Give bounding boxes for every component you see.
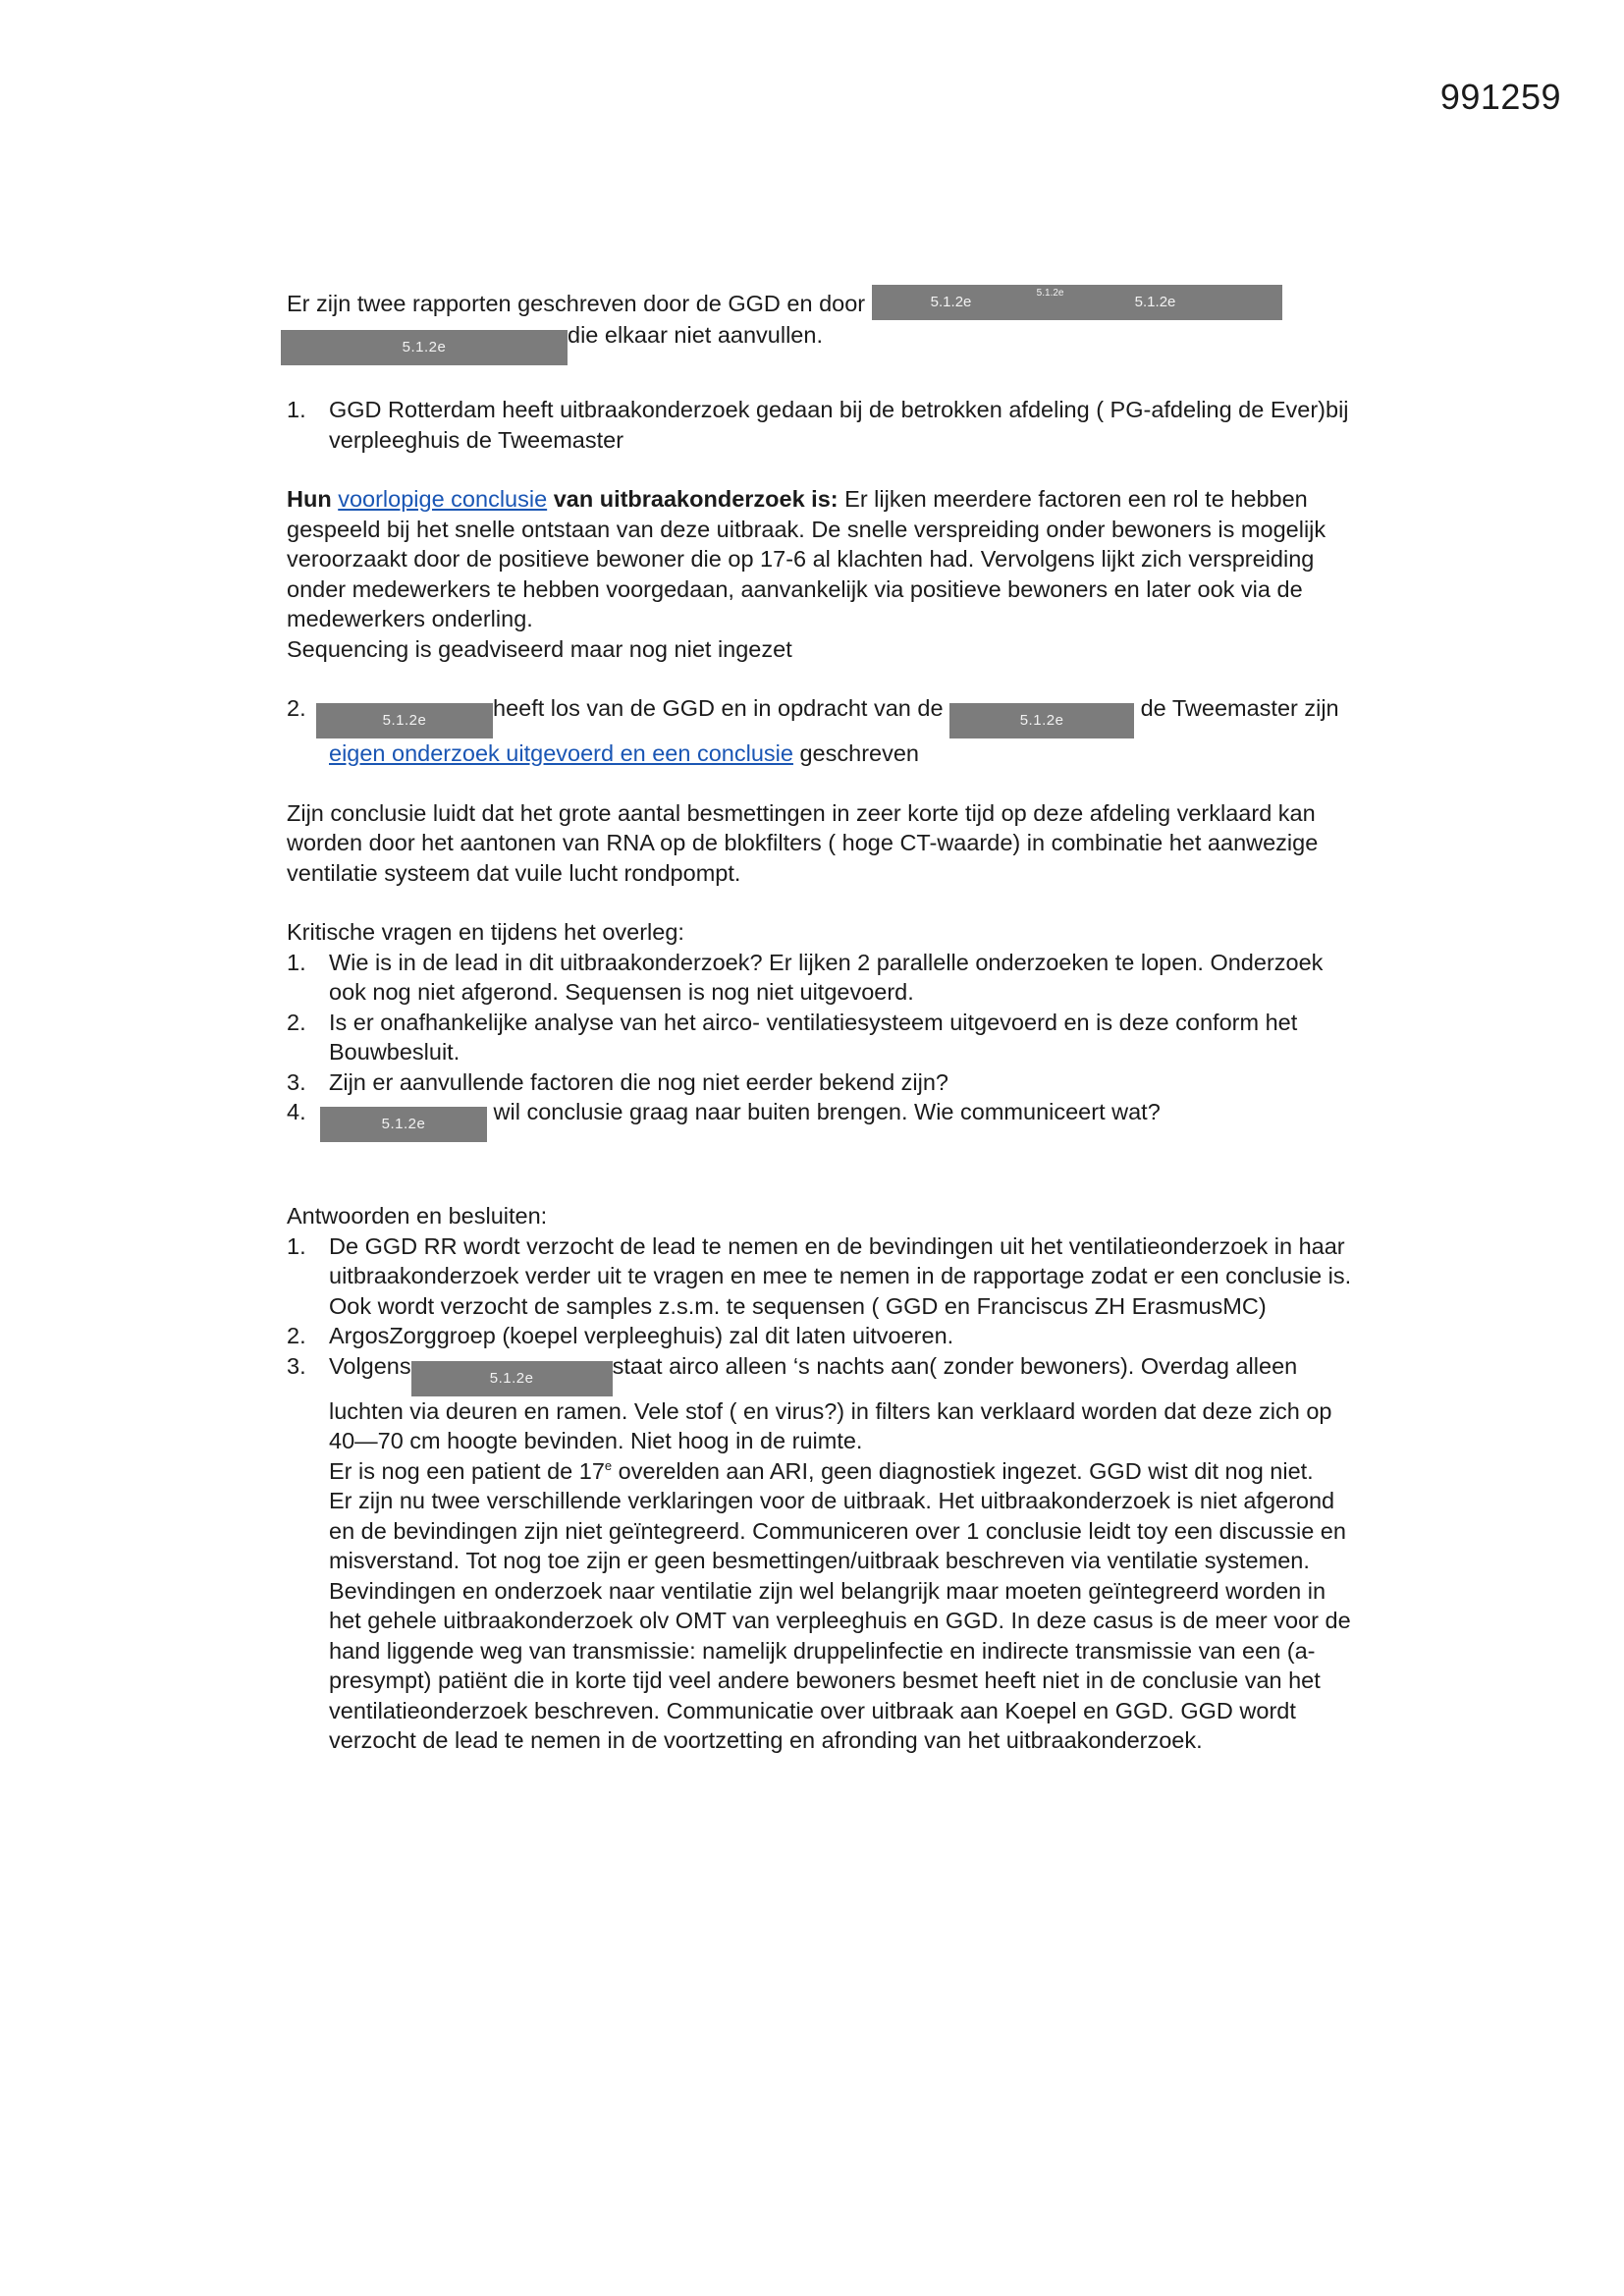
document-body xyxy=(287,285,1357,1756)
list-item: 2. Is er onafhankelijke analyse van het airco- ventilatiesysteem uitgevoerd en is deze conform het Bouwbesluit. xyxy=(287,1009,1298,1065)
redaction-block: 5.1.2e xyxy=(411,1361,613,1396)
list-item: 1. De GGD RR wordt verzocht de lead te nemen en de bevindingen uit het ventilatieonderzoek in haar uitbraakonderzoek verder uit te vragen en mee te nemen in de rapportage zodat er een conclusie is. Ook wordt verzocht de samples z.s.m. te sequensen ( GGD en Franciscus ZH ErasmusMC) xyxy=(287,1232,1352,1319)
document-number: 991259 xyxy=(1439,77,1561,117)
intro-text: Er zijn twee rapporten geschreven door de GGD en door xyxy=(287,291,866,316)
intro-paragraph xyxy=(287,285,1357,365)
own-investigation-link[interactable]: eigen onderzoek uitgevoerd en een conclusie xyxy=(329,740,793,766)
explanation-text: Er zijn nu twee verschillende verklaringen voor de uitbraak. Het uitbraakonderzoek is niet afgerond en de bevindingen zijn niet geïntegreerd. Communiceren over 1 conclusie leidt toy een discussie en misverstand. Tot nog toe zijn er geen besmettingen/uitbraak beschreven via ventilatie systemen. Bevindingen en onderzoek naar ventilatie zijn wel belangrijk maar moeten geïntegreerd worden in het gehele uitbraakonderzoek olv OMT van verpleeghuis en GGD. In deze casus is de meer voor de hand liggende weg van transmissie: namelijk druppelinfectie en indirecte transmissie van een (a-presympt) patiënt die in korte tijd veel andere bewoners besmet heeft niet in de conclusie van het ventilatieonderzoek beschreven. Communicatie over uitbraak aan Koepel en GGD. GGD wordt verzocht de lead te nemen in de voortzetting en afronding van het uitbraakonderzoek. xyxy=(329,1488,1351,1753)
sequencing-note: Sequencing is geadviseerd maar nog niet ingezet xyxy=(287,635,792,662)
answers-list xyxy=(287,1231,1357,1756)
redaction-block xyxy=(872,285,1282,320)
questions-list xyxy=(287,948,1357,1143)
finding-list-1 xyxy=(287,395,1357,455)
patient-note: Er is nog een patient de 17 xyxy=(329,1457,605,1484)
questions-heading: Kritische vragen en tijdens het overleg: xyxy=(287,919,684,945)
list-item: 2. 5.1.2e heeft los van de GGD en in opdracht van de 5.1.2e de Tweemaster zijn eigen onderzoek uitgevoerd en een conclusie geschreven xyxy=(287,695,1339,766)
preliminary-conclusion-link[interactable]: voorlopige conclusie xyxy=(338,486,548,512)
preliminary-conclusion: Hun voorlopige conclusie van uitbraakonderzoek is: Er lijken meerdere factoren een rol te hebben gespeeld bij het snelle ontstaan van deze uitbraak. De snelle verspreiding onder bewoners is mogelijk veroorzaakt door de positieve bewoner die op 17-6 al klachten had. Vervolgens lijkt zich verspreiding onder medewerkers te hebben voorgedaan, aanvankelijk via positieve bewoners en later ook via de medewerkers onderling. Sequencing is geadviseerd maar nog niet ingezet xyxy=(287,486,1326,662)
redaction-label: 5.1.2e xyxy=(930,294,972,310)
second-conclusion: Zijn conclusie luidt dat het grote aantal besmettingen in zeer korte tijd op deze afdeling verklaard kan worden door het aantonen van RNA op de blokfilters ( hoge CT-waarde) in combinatie het aanwezige ventilatie systeem dat vuile lucht rondpompt. xyxy=(287,799,1319,886)
list-item: 4. 5.1.2e wil conclusie graag naar buiten brengen. Wie communiceert wat? xyxy=(287,1097,1357,1142)
redaction-label: 5.1.2e xyxy=(1036,288,1064,299)
list-item: 3. Zijn er aanvullende factoren die nog niet eerder bekend zijn? xyxy=(287,1068,949,1095)
redaction-block: 5.1.2e xyxy=(949,703,1134,738)
answers-heading: Antwoorden en besluiten: xyxy=(287,1203,548,1229)
list-item: 1. GGD Rotterdam heeft uitbraakonderzoek gedaan bij de betrokken afdeling ( PG-afdeling de Ever)bij verpleeghuis de Tweemaster xyxy=(287,397,1349,453)
intro-text-end: die elkaar niet aanvullen. xyxy=(568,322,823,348)
redaction-block: 5.1.2e xyxy=(281,330,568,365)
redaction-block: 5.1.2e xyxy=(320,1107,487,1142)
redaction-label: 5.1.2e xyxy=(1134,294,1176,310)
list-item: 3. Volgens 5.1.2e staat airco alleen ‘s nachts aan( zonder bewoners). Overdag alleen luchten via deuren en ramen. Vele stof ( en virus?) in filters kan verklaard worden dat deze zich op 40—70 cm hoogte bevinden. Niet hoog in de ruimte. Er is nog een patient de 17e overelden aan ARI, geen diagnostiek ingezet. GGD wist dit nog niet. Er zijn nu twee verschillende verklaringen voor de uitbraak. Het uitbraakonderzoek is niet afgerond en de bevindingen zijn niet geïntegreerd. Communiceren over 1 conclusie leidt toy een discussie en misverstand. Tot nog toe zijn er geen besmettingen/uitbraak beschreven via ventilatie systemen. Bevindingen en onderzoek naar ventilatie zijn wel belangrijk maar moeten geïntegreerd worden in het gehele uitbraakonderzoek olv OMT van verpleeghuis en GGD. In deze casus is de meer voor de hand liggende weg van transmissie: namelijk druppelinfectie en indirecte transmissie van een (a-presympt) patiënt die in korte tijd veel andere bewoners besmet heeft niet in de conclusie van het ventilatieonderzoek beschreven. Communicatie over uitbraak aan Koepel en GGD. GGD wordt verzocht de lead te nemen in de voortzetting en afronding van het uitbraakonderzoek. xyxy=(287,1352,1351,1753)
redaction-block: 5.1.2e xyxy=(316,703,493,738)
list-item: 2. ArgosZorggroep (koepel verpleeghuis) zal dit laten uitvoeren. xyxy=(287,1323,954,1348)
finding-list-2 xyxy=(287,693,1357,769)
list-item: 1. Wie is in de lead in dit uitbraakonderzoek? Er lijken 2 parallelle onderzoeken te lopen. Onderzoek ook nog niet afgerond. Sequensen is nog niet uitgevoerd. xyxy=(287,949,1324,1005)
finding-ggd: GGD Rotterdam heeft uitbraakonderzoek gedaan bij de betrokken afdeling ( PG-afdeling de Ever)bij verpleeghuis de Tweemaster xyxy=(329,397,1349,453)
